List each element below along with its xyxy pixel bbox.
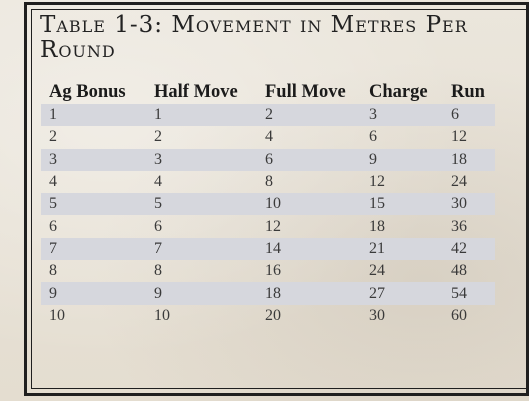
cell-charge: 18 (369, 217, 385, 235)
table-header-row (41, 80, 495, 104)
cell-charge: 30 (369, 306, 385, 324)
column-header-ag-bonus: Ag Bonus (49, 81, 126, 102)
table-row (41, 215, 495, 237)
cell-run: 12 (451, 128, 467, 146)
cell-charge: 9 (361, 149, 443, 171)
cell-full-move: 4 (265, 128, 273, 146)
cell-run: 6 (443, 104, 495, 126)
table-body (41, 104, 495, 327)
cell-half-move: 3 (146, 149, 257, 171)
table-row (41, 171, 495, 193)
cell-ag-bonus: 1 (41, 104, 146, 126)
cell-run: 54 (443, 282, 495, 304)
cell-run: 60 (451, 306, 467, 324)
cell-ag-bonus: 8 (49, 262, 57, 280)
cell-full-move: 18 (257, 282, 361, 304)
cell-charge: 27 (361, 282, 443, 304)
cell-full-move: 8 (265, 173, 273, 191)
cell-ag-bonus: 10 (49, 306, 65, 324)
cell-half-move: 5 (146, 193, 257, 215)
column-header-run: Run (451, 81, 485, 102)
cell-ag-bonus: 3 (41, 149, 146, 171)
table-row (41, 238, 495, 260)
cell-ag-bonus: 6 (49, 217, 57, 235)
cell-charge: 12 (369, 173, 385, 191)
column-header-charge: Charge (369, 81, 428, 102)
cell-run: 24 (451, 173, 467, 191)
table-title: Table 1-3: Movement in Metres Per Round (40, 12, 468, 63)
cell-half-move: 4 (154, 173, 162, 191)
cell-charge: 3 (361, 104, 443, 126)
cell-run: 42 (443, 238, 495, 260)
cell-half-move: 2 (154, 128, 162, 146)
cell-charge: 15 (361, 193, 443, 215)
table-row (41, 104, 495, 126)
movement-table (41, 80, 495, 327)
column-header-full-move: Full Move (265, 81, 346, 102)
cell-ag-bonus: 4 (49, 173, 57, 191)
cell-half-move: 7 (146, 238, 257, 260)
cell-ag-bonus: 2 (49, 128, 57, 146)
cell-full-move: 12 (265, 217, 281, 235)
cell-charge: 24 (369, 262, 385, 280)
cell-full-move: 6 (257, 149, 361, 171)
cell-run: 18 (443, 149, 495, 171)
table-row (41, 305, 495, 327)
cell-full-move: 10 (257, 193, 361, 215)
cell-half-move: 9 (146, 282, 257, 304)
table-row (41, 193, 495, 215)
cell-half-move: 1 (146, 104, 257, 126)
cell-charge: 21 (361, 238, 443, 260)
cell-ag-bonus: 7 (41, 238, 146, 260)
table-row (41, 260, 495, 282)
cell-half-move: 6 (154, 217, 162, 235)
table-row (41, 126, 495, 148)
cell-full-move: 2 (257, 104, 361, 126)
table-row (41, 282, 495, 304)
cell-full-move: 20 (265, 306, 281, 324)
cell-run: 30 (443, 193, 495, 215)
column-header-half-move: Half Move (154, 81, 238, 102)
cell-charge: 6 (369, 128, 377, 146)
cell-run: 36 (451, 217, 467, 235)
cell-ag-bonus: 5 (41, 193, 146, 215)
cell-full-move: 14 (257, 238, 361, 260)
table-row (41, 149, 495, 171)
cell-full-move: 16 (265, 262, 281, 280)
cell-half-move: 8 (154, 262, 162, 280)
cell-half-move: 10 (154, 306, 170, 324)
cell-run: 48 (451, 262, 467, 280)
cell-ag-bonus: 9 (41, 282, 146, 304)
